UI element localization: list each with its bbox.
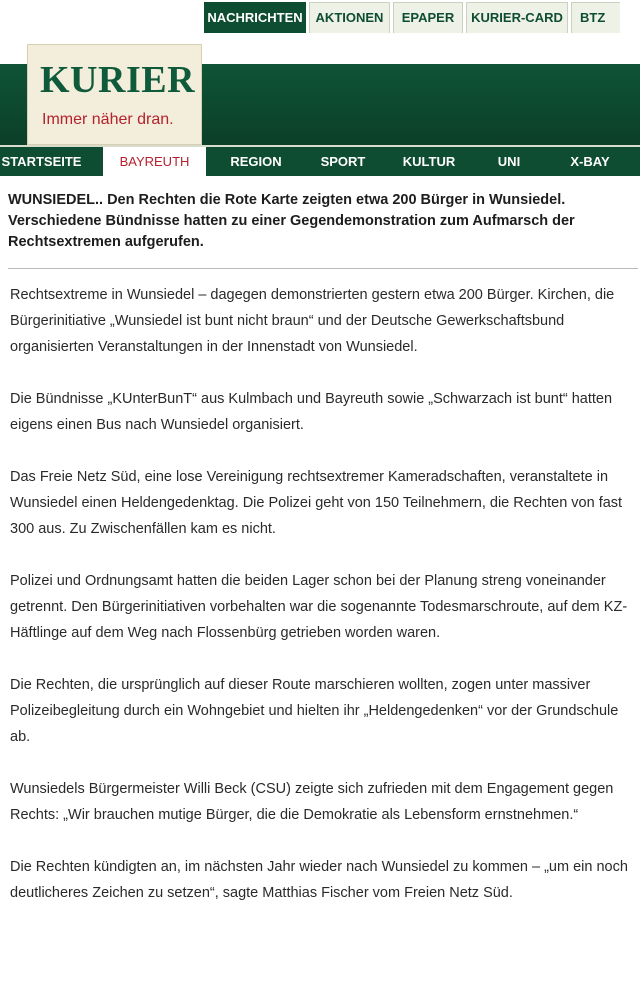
nav-item-bayreuth[interactable]: BAYREUTH (103, 147, 206, 176)
top-nav (0, 0, 640, 34)
article-paragraph: Das Freie Netz Süd, eine lose Vereinigung rechtsextremer Kameradschaften, veranstaltete in Wunsiedel einen Heldengedenktag. Die Polizei geht von 150 Teilnehmern, die Rechten von fast 300 aus. Zu Zwischenfällen kam es nicht. (10, 469, 623, 537)
article-paragraph: Rechtsextreme in Wunsiedel – dagegen demonstrierten gestern etwa 200 Bürger. Kirchen, die Bürgerinitiative „Wunsiedel ist bunt nicht braun“ und der Deutsche Gewerkschaftsbund organisierten Veranstaltungen in der Innenstadt von Wunsiedel. (10, 287, 615, 355)
logo-slogan: Immer näher dran. (42, 111, 174, 128)
article-paragraph: Wunsiedels Bürgermeister Willi Beck (CSU) zeigte sich zufrieden mit dem Engagement gegen Rechts: „Wir brauchen mutige Bürger, die die Demokratie als Lebensform ernstnehmen.“ (10, 781, 614, 823)
main-nav (0, 145, 640, 176)
article-paragraph: Die Rechten, die ursprünglich auf dieser Route marschieren wollten, zogen unter massiver Polizeibegleitung durch ein Wohngebiet und hielten ihr „Heldengedenken“ vor der Grundschule ab. (10, 677, 619, 745)
tab-aktionen[interactable]: AKTIONEN (309, 2, 390, 33)
site-header (0, 34, 640, 145)
nav-item-startseite[interactable]: STARTSEITE (1, 154, 82, 169)
nav-item-uni[interactable]: UNI (497, 154, 521, 169)
top-tabs (204, 2, 623, 34)
article-lead: WUNSIEDEL.. Den Rechten die Rote Karte zeigten etwa 200 Bürger in Wunsiedel. Verschiedene Bündnisse hatten zu einer Gegendemonstration zum Aufmarsch der Rechtsextremen aufgerufen. (8, 192, 575, 250)
tab-nachrichten[interactable]: NACHRICHTEN (204, 2, 306, 33)
article-paragraph: Die Bündnisse „KUnterBunT“ aus Kulmbach und Bayreuth sowie „Schwarzach ist bunt“ hatten eigens einen Bus nach Wunsiedel organisiert. (10, 391, 613, 433)
logo-wordmark: KURIER (40, 59, 196, 101)
tab-btz[interactable]: BTZ (571, 2, 620, 33)
article-divider (8, 268, 638, 269)
article-body (10, 282, 636, 932)
nav-item-region[interactable]: REGION (230, 154, 282, 169)
nav-item-x-bay[interactable]: X-BAY (570, 154, 610, 169)
nav-spacer (83, 147, 103, 176)
tab-kurier-card[interactable]: KURIER-CARD (466, 2, 568, 33)
article-paragraph: Polizei und Ordnungsamt hatten die beiden Lager schon bei der Planung streng voneinander getrennt. Den Bürgerinitiativen vorbehalten war die sogenannte Todesmarschroute, auf dem KZ-Häftlinge auf dem Weg nach Flossenbürg getrieben worden waren. (10, 573, 628, 641)
article-paragraph: Die Rechten kündigten an, im nächsten Jahr wieder nach Wunsiedel zu kommen – „um ein noch deutlicheres Zeichen zu setzen“, sagte Matthias Fischer vom Freien Netz Süd. (10, 859, 628, 901)
nav-item-sport[interactable]: SPORT (320, 154, 366, 169)
kurier-logo[interactable] (27, 44, 202, 145)
nav-item-kultur[interactable]: KULTUR (402, 154, 456, 169)
tab-epaper[interactable]: EPAPER (393, 2, 463, 33)
